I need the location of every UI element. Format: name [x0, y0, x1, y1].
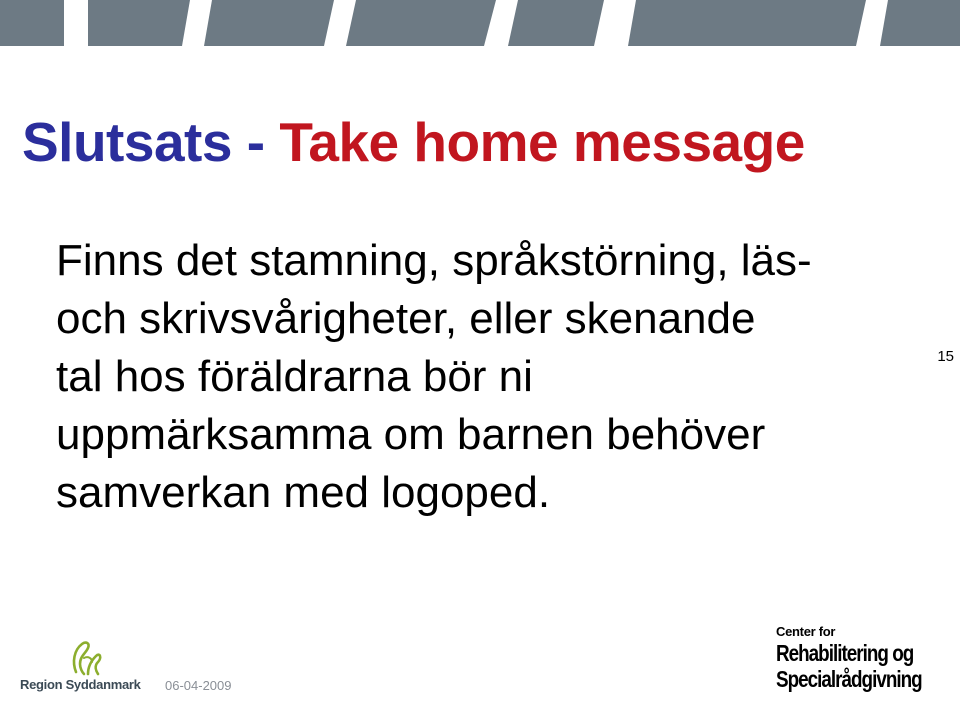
- body-line-2: och skrivsvårigheter, eller skenande: [56, 294, 756, 343]
- top-bar-segment-7: [880, 0, 960, 46]
- region-syddanmark-logo: [20, 638, 141, 694]
- slide-date: 06-04-2009: [165, 678, 232, 693]
- top-bar-segment-6: [628, 0, 866, 46]
- slide-title-conclusion: Slutsats -: [22, 111, 280, 173]
- body-line-4: uppmärksamma om barnen behöver: [56, 410, 766, 459]
- top-bar-segment-2: [88, 0, 190, 46]
- top-bar-segment-5: [508, 0, 604, 46]
- page-number: 15: [937, 348, 954, 365]
- slide-title-take-home: Take home message: [279, 111, 805, 173]
- top-bar-segment-3: [204, 0, 334, 46]
- body-line-3: tal hos föräldrarna bör ni: [56, 352, 533, 401]
- slide-body-text: [56, 232, 812, 522]
- center-logo-line-3: Specialrådgivning: [776, 666, 922, 692]
- center-logo-line-2: Rehabilitering og: [776, 640, 914, 666]
- region-logo-mark-icon: [66, 638, 106, 678]
- body-line-1: Finns det stamning, språkstörning, läs-: [56, 236, 812, 285]
- center-logo-line-1: Center for: [776, 624, 836, 639]
- body-line-5: samverkan med logoped.: [56, 468, 551, 517]
- center-rehabilitering-logo: [776, 624, 946, 694]
- top-decorative-bar: [0, 0, 960, 46]
- top-bar-segment-4: [346, 0, 496, 46]
- top-bar-segment-1: [0, 0, 64, 46]
- region-logo-text: Region Syddanmark: [20, 677, 141, 692]
- slide-title: [22, 112, 805, 173]
